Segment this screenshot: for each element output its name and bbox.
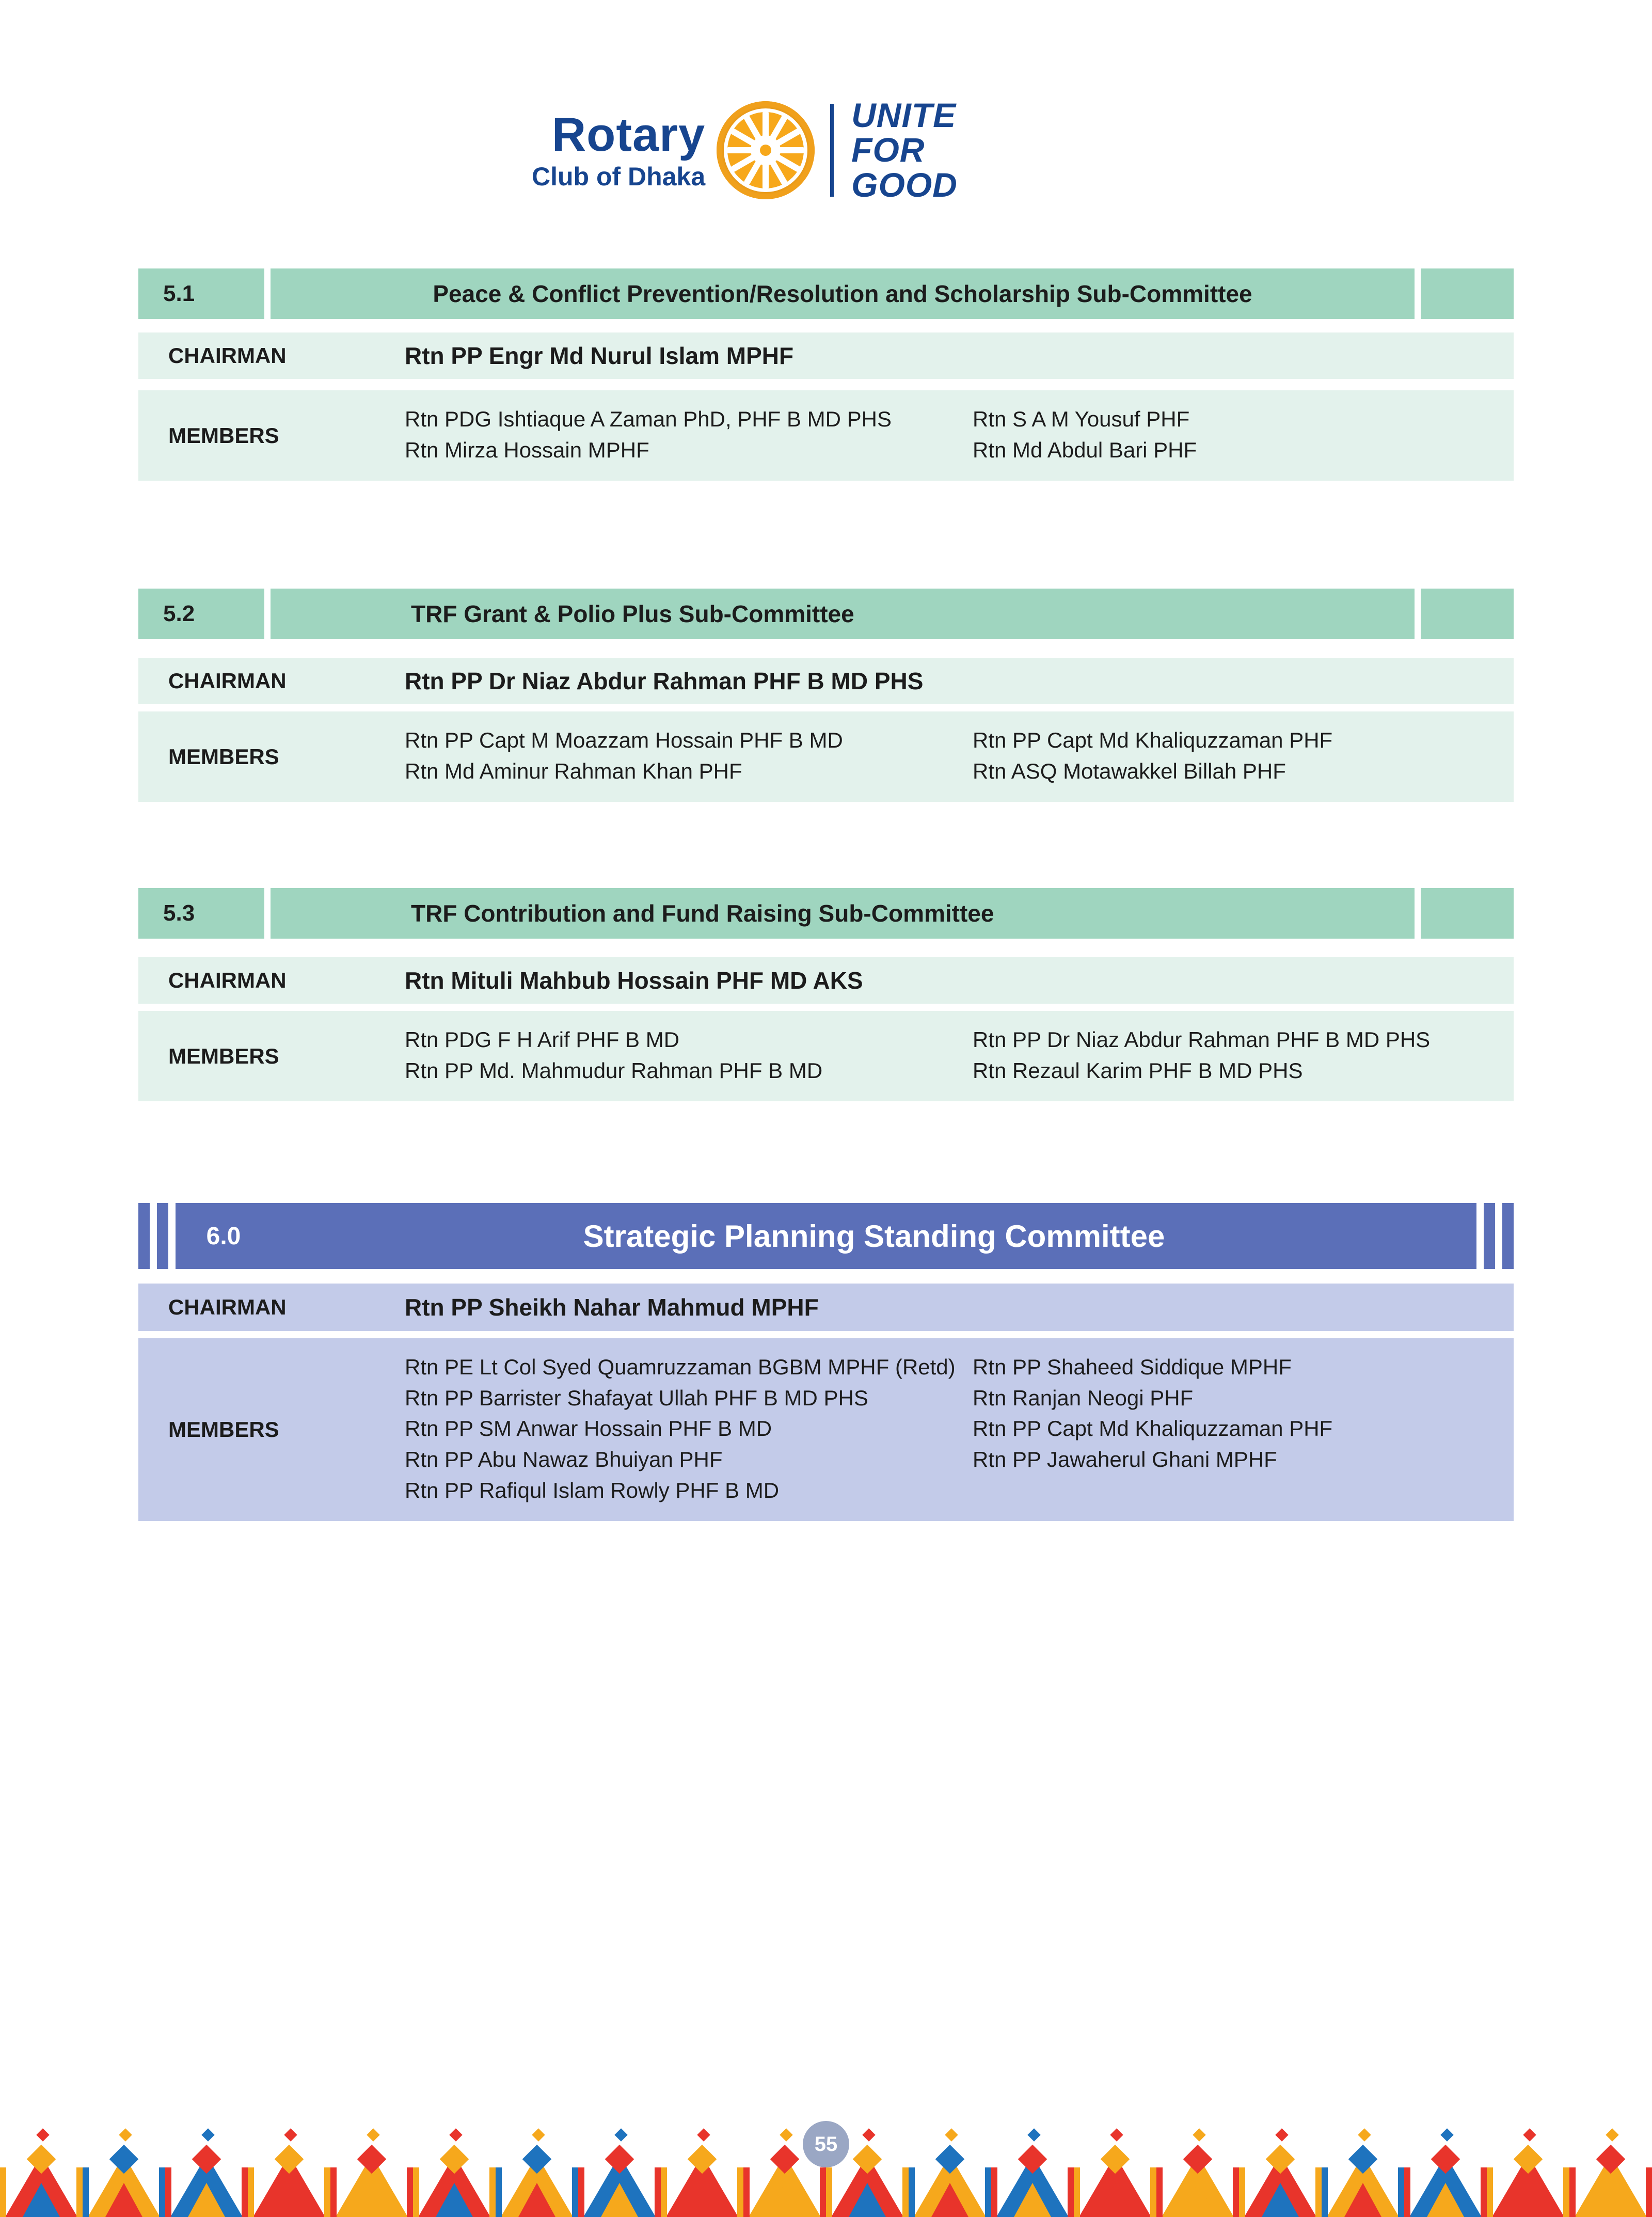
members-column-right — [973, 404, 1514, 465]
member-name: Rtn PP Abu Nawaz Bhuiyan PHF — [405, 1447, 723, 1471]
member-name: Rtn PP Jawaherul Ghani MPHF — [973, 1447, 1277, 1471]
tagline — [851, 98, 958, 202]
committee-block-6-0 — [138, 1203, 1514, 1521]
member-name: Rtn PP Capt Md Khaliquzzaman PHF — [973, 1416, 1333, 1441]
members-row — [138, 1338, 1514, 1521]
section-tail — [1421, 888, 1514, 939]
chairman-row — [138, 332, 1514, 379]
border-motif — [1487, 2114, 1569, 2217]
members-label: MEMBERS — [138, 1011, 390, 1101]
members-label: MEMBERS — [138, 390, 390, 481]
brand-subtitle: Club of Dhaka — [532, 162, 706, 191]
member-name: Rtn PDG F H Arif PHF B MD — [405, 1027, 680, 1052]
chairman-value: Rtn Mituli Mahbub Hossain PHF MD AKS — [390, 957, 1514, 1004]
members-label: MEMBERS — [138, 711, 390, 802]
members-row — [138, 390, 1514, 481]
border-motif — [83, 2114, 165, 2217]
border-motif — [661, 2114, 743, 2217]
committee-block-5-1 — [138, 268, 1514, 481]
border-motif — [1404, 2114, 1487, 2217]
members-column-left — [405, 1352, 973, 1506]
chairman-label: CHAIRMAN — [138, 1284, 390, 1331]
members-row — [138, 711, 1514, 802]
border-motif — [1322, 2114, 1404, 2217]
tagline-line-2: FOR — [851, 131, 925, 169]
members-body — [390, 1338, 1514, 1521]
rotary-wordmark — [532, 108, 706, 191]
member-name: Rtn ASQ Motawakkel Billah PHF — [973, 758, 1286, 783]
border-motif — [1156, 2114, 1239, 2217]
members-column-left — [405, 725, 973, 786]
chairman-label: CHAIRMAN — [138, 957, 390, 1004]
strategic-header — [138, 1203, 1514, 1269]
header-accent-bar — [1484, 1203, 1495, 1269]
border-motif — [248, 2114, 330, 2217]
tagline-line-3: GOOD — [851, 165, 958, 204]
header-accent-bar — [1502, 1203, 1514, 1269]
page-header — [0, 98, 1652, 217]
member-name: Rtn PP Md. Mahmudur Rahman PHF B MD — [405, 1058, 823, 1083]
section-title: Strategic Planning Standing Committee — [272, 1203, 1476, 1269]
members-body — [390, 390, 1514, 481]
member-name: Rtn PE Lt Col Syed Quamruzzaman BGBM MPHF (Retd) — [405, 1355, 956, 1379]
chairman-value: Rtn PP Dr Niaz Abdur Rahman PHF B MD PHS — [390, 658, 1514, 704]
members-body — [390, 1011, 1514, 1101]
chairman-value: Rtn PP Sheikh Nahar Mahmud MPHF — [390, 1284, 1514, 1331]
border-motif — [165, 2114, 248, 2217]
page-footer-ornament — [0, 2114, 1652, 2217]
member-name: Rtn PP Capt Md Khaliquzzaman PHF — [973, 728, 1333, 752]
members-label: MEMBERS — [138, 1338, 390, 1521]
border-motif — [909, 2114, 991, 2217]
chairman-value: Rtn PP Engr Md Nurul Islam MPHF — [390, 332, 1514, 379]
committee-block-5-3 — [138, 888, 1514, 1101]
border-motif — [1569, 2114, 1652, 2217]
members-column-left — [405, 1024, 973, 1086]
logo-divider — [830, 104, 834, 197]
chairman-label: CHAIRMAN — [138, 332, 390, 379]
page-number-badge: 55 — [803, 2121, 849, 2167]
header-accent-bar — [138, 1203, 150, 1269]
member-name: Rtn PP Rafiqul Islam Rowly PHF B MD — [405, 1478, 780, 1502]
member-name: Rtn PP Barrister Shafayat Ullah PHF B MD PHS — [405, 1385, 868, 1410]
rotary-wheel-icon — [717, 101, 815, 199]
section-title: TRF Grant & Polio Plus Sub-Committee — [271, 589, 1415, 639]
members-row — [138, 1011, 1514, 1101]
header-accent-bar — [157, 1203, 168, 1269]
tagline-line-1: UNITE — [851, 96, 957, 134]
member-name: Rtn PP Capt M Moazzam Hossain PHF B MD — [405, 728, 843, 752]
section-number: 6.0 — [176, 1203, 272, 1269]
member-name: Rtn S A M Yousuf PHF — [973, 407, 1190, 431]
member-name: Rtn PDG Ishtiaque A Zaman PhD, PHF B MD PHS — [405, 407, 892, 431]
chairman-row — [138, 1284, 1514, 1331]
chairman-label: CHAIRMAN — [138, 658, 390, 704]
section-header — [138, 888, 1514, 939]
member-name: Rtn Ranjan Neogi PHF — [973, 1385, 1194, 1410]
border-motif — [330, 2114, 413, 2217]
member-name: Rtn PP Dr Niaz Abdur Rahman PHF B MD PHS — [973, 1027, 1431, 1052]
committee-block-5-2 — [138, 589, 1514, 802]
members-column-right — [973, 1352, 1514, 1506]
section-title: Peace & Conflict Prevention/Resolution and Scholarship Sub-Committee — [271, 268, 1415, 319]
border-motif — [413, 2114, 496, 2217]
member-name: Rtn PP SM Anwar Hossain PHF B MD — [405, 1416, 772, 1441]
section-tail — [1421, 589, 1514, 639]
section-number: 5.1 — [138, 268, 264, 319]
members-column-right — [973, 725, 1514, 786]
member-name: Rtn Md Abdul Bari PHF — [973, 437, 1197, 462]
section-header — [138, 589, 1514, 639]
members-column-left — [405, 404, 973, 465]
border-motif — [1074, 2114, 1156, 2217]
border-motif — [1239, 2114, 1322, 2217]
members-column-right — [973, 1024, 1514, 1086]
section-header — [138, 268, 1514, 319]
border-motif — [991, 2114, 1074, 2217]
border-motif — [0, 2114, 83, 2217]
border-motif — [578, 2114, 661, 2217]
members-body — [390, 711, 1514, 802]
section-number: 5.2 — [138, 589, 264, 639]
section-title: TRF Contribution and Fund Raising Sub-Committee — [271, 888, 1415, 939]
member-name: Rtn Mirza Hossain MPHF — [405, 437, 649, 462]
section-number: 5.3 — [138, 888, 264, 939]
section-tail — [1421, 268, 1514, 319]
rotary-logo — [532, 98, 958, 202]
member-name: Rtn Md Aminur Rahman Khan PHF — [405, 758, 742, 783]
member-name: Rtn Rezaul Karim PHF B MD PHS — [973, 1058, 1303, 1083]
chairman-row — [138, 957, 1514, 1004]
member-name: Rtn PP Shaheed Siddique MPHF — [973, 1355, 1292, 1379]
brand-name: Rotary — [551, 108, 706, 161]
border-motif — [496, 2114, 578, 2217]
chairman-row — [138, 658, 1514, 704]
